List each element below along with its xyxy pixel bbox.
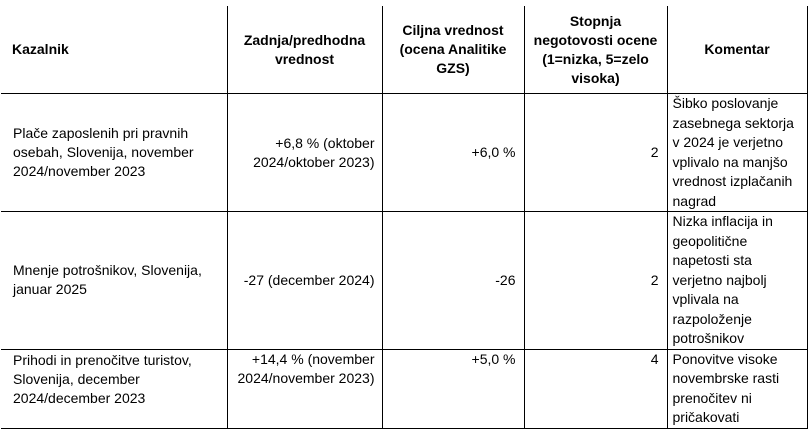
table-header-row: [1, 6, 807, 94]
cell-zadnja-vrednost: +14,4 % (november 2024/november 2023): [227, 349, 382, 428]
cell-zadnja-vrednost: -27 (december 2024): [227, 212, 382, 350]
cell-kazalnik: Mnenje potrošnikov, Slovenija, januar 2025: [1, 212, 227, 350]
indicators-table: [1, 6, 808, 429]
table-row: [1, 349, 807, 428]
cell-zadnja-vrednost: +6,8 % (oktober 2024/oktober 2023): [227, 94, 382, 212]
header-stopnja-negotovosti: Stopnja negotovosti ocene (1=nizka, 5=zelo visoka): [524, 6, 667, 94]
cell-ciljna-vrednost: +6,0 %: [382, 94, 524, 212]
cell-komentar: Nizka inflacija in geopolitične napetosti sta verjetno najbolj vplivala na razpoloženje potrošnikov: [667, 212, 807, 350]
table-row: [1, 212, 807, 350]
header-komentar: Komentar: [667, 6, 807, 94]
table-row: [1, 94, 807, 212]
header-zadnja-vrednost: Zadnja/predhodna vrednost: [227, 6, 382, 94]
cell-komentar: Ponovitve visoke novembrske rasti prenočitev ni pričakovati: [667, 349, 807, 428]
cell-stopnja-negotovosti: 2: [524, 212, 667, 350]
cell-ciljna-vrednost: -26: [382, 212, 524, 350]
cell-komentar: Šibko poslovanje zasebnega sektorja v 2024 je verjetno vplivalo na manjšo vrednost izplačanih nagrad: [667, 94, 807, 212]
cell-ciljna-vrednost: +5,0 %: [382, 349, 524, 428]
header-kazalnik: Kazalnik: [1, 6, 227, 94]
cell-stopnja-negotovosti: 2: [524, 94, 667, 212]
header-ciljna-vrednost: Ciljna vrednost (ocena Analitike GZS): [382, 6, 524, 94]
cell-stopnja-negotovosti: 4: [524, 349, 667, 428]
cell-kazalnik: Plače zaposlenih pri pravnih osebah, Slovenija, november 2024/november 2023: [1, 94, 227, 212]
cell-kazalnik: Prihodi in prenočitve turistov, Slovenija, december 2024/december 2023: [1, 349, 227, 428]
